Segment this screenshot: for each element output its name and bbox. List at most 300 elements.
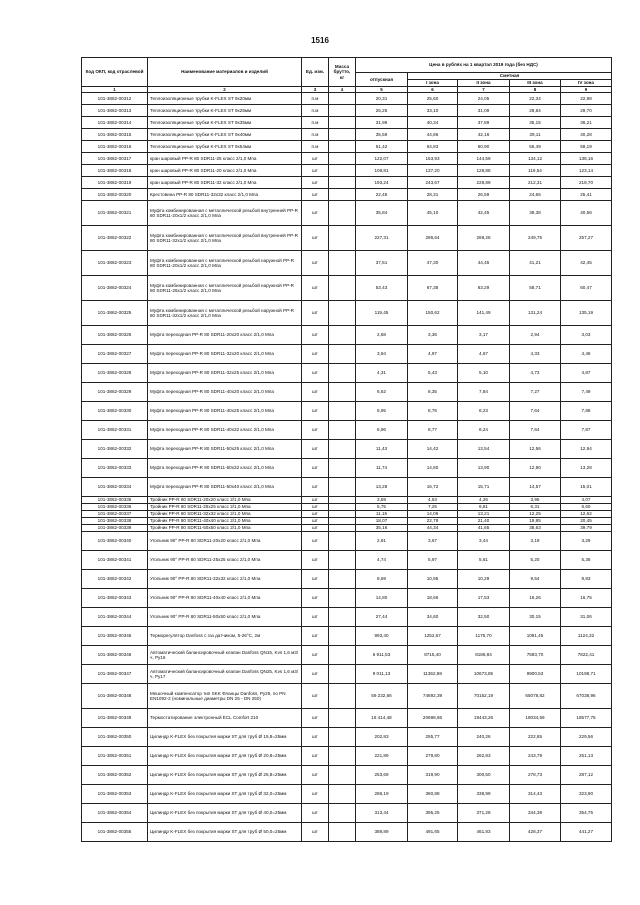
table-row	[82, 589, 612, 608]
table-row	[82, 402, 612, 421]
item-mass	[329, 504, 356, 511]
item-unit: шт	[302, 201, 329, 226]
release-price: 108,81	[356, 165, 408, 177]
zone2-price: 19443,26	[458, 709, 510, 728]
zone1-price: 11362,98	[408, 665, 458, 684]
table-row	[82, 117, 612, 129]
item-code: 101-3862-00322	[82, 226, 148, 251]
release-price: 14,80	[356, 589, 408, 608]
item-unit: шт	[302, 627, 329, 646]
item-mass	[329, 627, 356, 646]
zone3-price: 56,49	[510, 141, 561, 153]
zone4-price: 39,79	[561, 525, 612, 532]
item-unit: шт	[302, 276, 329, 301]
zone4-price: 13,28	[561, 459, 612, 478]
item-code: 101-3862-00316	[82, 141, 148, 153]
item-mass	[329, 766, 356, 785]
release-price: 26,25	[356, 105, 408, 117]
zone1-price: 14,80	[408, 459, 458, 478]
release-price: 13,28	[356, 478, 408, 497]
item-code: 101-3862-00330	[82, 402, 148, 421]
zone3-price: 7,64	[510, 421, 561, 440]
table-row	[82, 608, 612, 627]
item-code: 101-3862-00327	[82, 345, 148, 364]
table-row	[82, 478, 612, 497]
table-row	[82, 804, 612, 823]
zone2-price: 4,26	[458, 497, 510, 504]
zone1-price: 45,10	[408, 201, 458, 226]
zone4-price: 7,86	[561, 402, 612, 421]
column-number: 3	[302, 87, 329, 93]
item-code: 101-3862-00319	[82, 177, 148, 189]
table-row	[82, 511, 612, 518]
item-mass	[329, 326, 356, 345]
zone1-price: 4,53	[408, 497, 458, 504]
zone4-price: 138,16	[561, 153, 612, 165]
zone4-price: 15,01	[561, 478, 612, 497]
item-unit: шт	[302, 511, 329, 518]
zone3-price: 278,73	[510, 766, 561, 785]
zone4-price: 323,90	[561, 785, 612, 804]
item-mass	[329, 129, 356, 141]
item-name: Угольник 90° PP-R 80 SDR11-32x32 класс 2/1,0 Мпа	[148, 570, 302, 589]
release-price: 2,91	[356, 532, 408, 551]
column-number: 9	[561, 87, 612, 93]
table-row	[82, 785, 612, 804]
zone1-price: 8,35	[408, 383, 458, 402]
release-price: 389,89	[356, 823, 408, 842]
release-price: 20,31	[356, 93, 408, 105]
zone4-price: 31,06	[561, 608, 612, 627]
table-row	[82, 141, 612, 153]
zone1-price: 279,80	[408, 747, 458, 766]
item-name: Тройник PP-R 80 SDR11-32x32 класс 2/1,0 Мпа	[148, 511, 302, 518]
item-name: Муфта переходная PP-R 80 SDR11-20x20 класс 2/1,0 Мпа	[148, 326, 302, 345]
zone1-price: 137,20	[408, 165, 458, 177]
item-code: 101-3862-00317	[82, 153, 148, 165]
zone3-price: 41,21	[510, 251, 561, 276]
zone2-price: 141,49	[458, 301, 510, 326]
release-price: 993,40	[356, 627, 408, 646]
item-mass	[329, 165, 356, 177]
release-price: 51,42	[356, 141, 408, 153]
zone1-price: 7,25	[408, 504, 458, 511]
zone2-price: 371,28	[458, 804, 510, 823]
table-row	[82, 459, 612, 478]
item-name: Цилиндр K-FLEX без покрытия марки ST для труб Ø 32,0=25мм	[148, 785, 302, 804]
item-name: Цилиндр K-FLEX без покрытия марки ST для труб Ø 15,8=25мм	[148, 728, 302, 747]
item-mass	[329, 532, 356, 551]
zone2-price: 144,59	[458, 153, 510, 165]
zone2-price: 8,24	[458, 421, 510, 440]
table-row	[82, 497, 612, 504]
table-row	[82, 525, 612, 532]
item-code: 101-3862-00332	[82, 440, 148, 459]
zone4-price: 251,13	[561, 747, 612, 766]
zone4-price: 12,94	[561, 440, 612, 459]
zone4-price: 25,41	[561, 189, 612, 201]
zone4-price: 3,29	[561, 532, 612, 551]
item-mass	[329, 665, 356, 684]
item-code: 101-3862-00354	[82, 804, 148, 823]
item-name: Цилиндр K-FLEX без покрытия марки ST для труб Ø 20,8=25мм	[148, 747, 302, 766]
zone4-price: 42,45	[561, 251, 612, 276]
zone4-price: 58,19	[561, 141, 612, 153]
table-row	[82, 551, 612, 570]
item-unit: шт	[302, 153, 329, 165]
item-unit: шт	[302, 804, 329, 823]
item-name: Муфта переходная PP-R 80 SDR11-40x32 класс 2/1,0 Мпа	[148, 421, 302, 440]
zone1-price: 74692,39	[408, 684, 458, 709]
zone3-price: 3,19	[510, 532, 561, 551]
zone4-price: 9,83	[561, 570, 612, 589]
zone3-price: 3,95	[510, 497, 561, 504]
zone4-price: 7,87	[561, 421, 612, 440]
release-price: 6 911,53	[356, 646, 408, 665]
zone2-price: 60,90	[458, 141, 510, 153]
item-unit: шт	[302, 165, 329, 177]
zone2-price: 42,45	[458, 201, 510, 226]
release-price: 313,44	[356, 804, 408, 823]
zone2-price: 37,89	[458, 117, 510, 129]
zone1-price: 8,76	[408, 402, 458, 421]
item-name: Тройник PP-R 80 SDR11-40x40 класс 2/1,0 Мпа	[148, 518, 302, 525]
item-mass	[329, 276, 356, 301]
table-row	[82, 518, 612, 525]
item-name: Угольник 90° PP-R 80 SDR11-25x25 класс 2/1,0 Мпа	[148, 551, 302, 570]
zone3-price: 2,94	[510, 326, 561, 345]
item-code: 101-3862-00313	[82, 105, 148, 117]
zone2-price: 262,83	[458, 747, 510, 766]
zone3-price: 12,25	[510, 511, 561, 518]
item-name: Муфта переходная PP-R 80 SDR11-50x32 класс 2/1,0 Мпа	[148, 459, 302, 478]
price-table	[81, 57, 612, 842]
zone1-price: 22,78	[408, 518, 458, 525]
zone2-price: 7,84	[458, 383, 510, 402]
release-price: 53,43	[356, 276, 408, 301]
item-code: 101-3862-00320	[82, 189, 148, 201]
unit-header: Ед. изм.	[302, 58, 329, 87]
item-name: Теплоизоляционные трубки K-FLEX ST 9x35мм	[148, 117, 302, 129]
table-row	[82, 276, 612, 301]
table-row	[82, 129, 612, 141]
table-row	[82, 301, 612, 326]
table-row	[82, 440, 612, 459]
release-price: 6,96	[356, 421, 408, 440]
item-name: Теплоизоляционные трубки K-FLEX ST 9x40мм	[148, 129, 302, 141]
item-name: Муфта переходная PP-R 80 SDR11-50x25 класс 2/1,0 Мпа	[148, 440, 302, 459]
table-row	[82, 665, 612, 684]
zone4-price: 7,49	[561, 383, 612, 402]
item-code: 101-3862-00343	[82, 589, 148, 608]
zone3-price: 119,54	[510, 165, 561, 177]
zone4-price: 4,46	[561, 345, 612, 364]
zone3-price: 24,66	[510, 189, 561, 201]
zone1-price: 64,83	[408, 141, 458, 153]
item-unit: шт	[302, 497, 329, 504]
zone3-price: 5,20	[510, 551, 561, 570]
item-unit: шт	[302, 478, 329, 497]
zone1-price: 20698,66	[408, 709, 458, 728]
release-price: 221,89	[356, 747, 408, 766]
item-unit: шт	[302, 364, 329, 383]
zone1-price: 40,34	[408, 117, 458, 129]
item-unit: шт	[302, 326, 329, 345]
table-row	[82, 684, 612, 709]
zone3-price: 39,11	[510, 129, 561, 141]
table-row	[82, 105, 612, 117]
item-code: 101-3862-00323	[82, 251, 148, 276]
release-price-header: отпускная	[356, 73, 408, 87]
table-row	[82, 504, 612, 511]
zone2-price: 10,29	[458, 570, 510, 589]
table-row	[82, 747, 612, 766]
item-unit: шт	[302, 226, 329, 251]
zone1-price: 14,06	[408, 511, 458, 518]
release-price: 37,51	[356, 251, 408, 276]
release-price: 119,45	[356, 301, 408, 326]
table-row	[82, 646, 612, 665]
item-code: 101-3862-00325	[82, 301, 148, 326]
item-code: 101-3862-00318	[82, 165, 148, 177]
zone2-price: 26,59	[458, 189, 510, 201]
item-mass	[329, 646, 356, 665]
item-name: Угольник 90° PP-R 80 SDR11-20x20 класс 2/1,0 Мпа	[148, 532, 302, 551]
zone4-price: 135,19	[561, 301, 612, 326]
item-mass	[329, 301, 356, 326]
item-code: 101-3862-00315	[82, 129, 148, 141]
item-mass	[329, 383, 356, 402]
item-unit: шт	[302, 504, 329, 511]
item-code: 101-3862-00334	[82, 478, 148, 497]
item-name: кран шаровый PP-R 80 SDR11-25 класс 2/1,0 Мпа	[148, 153, 302, 165]
item-code: 101-3862-00353	[82, 785, 148, 804]
release-price: 11,43	[356, 440, 408, 459]
item-name: Муфта переходная PP-R 80 SDR11-40x25 класс 2/1,0 Мпа	[148, 402, 302, 421]
release-price: 11,74	[356, 459, 408, 478]
item-code: 101-3862-00352	[82, 766, 148, 785]
item-mass	[329, 570, 356, 589]
item-name: Мешочный компенсатор тип SKK Фланцы Danfoss, Ру25, по PN EN1092-2 (номинальные диаметры DN 25 - DN 250)	[148, 684, 302, 709]
item-unit: шт	[302, 766, 329, 785]
item-unit: шт	[302, 589, 329, 608]
zone1-price: 34,60	[408, 608, 458, 627]
release-price: 11,15	[356, 511, 408, 518]
item-name: Теплоизоляционные трубки K-FLEX ST 9x20мм	[148, 93, 302, 105]
item-name: Муфта переходная PP-R 80 SDR11-40x20 класс 2/1,0 Мпа	[148, 383, 302, 402]
item-code: 101-3862-00344	[82, 608, 148, 627]
code-header: Код ОКП, код отраслевой	[82, 58, 148, 87]
column-number: 4	[329, 87, 356, 93]
zone4-price: 67038,96	[561, 684, 612, 709]
zone1-price: 150,62	[408, 301, 458, 326]
zone4-price: 3,03	[561, 326, 612, 345]
item-code: 101-3862-00337	[82, 511, 148, 518]
zone3-price: 12,56	[510, 440, 561, 459]
item-name: Муфта комбинированная с металлической резьбой наружной PP-R 80 SDR11-20x1/2 класс 2/1,0 Мпа	[148, 251, 302, 276]
zone1-price: 14,42	[408, 440, 458, 459]
item-code: 101-3862-00314	[82, 117, 148, 129]
item-mass	[329, 511, 356, 518]
zone4-price: 40,28	[561, 129, 612, 141]
item-mass	[329, 804, 356, 823]
zone1-price: 286,64	[408, 226, 458, 251]
item-unit: шт	[302, 823, 329, 842]
item-unit: шт	[302, 189, 329, 201]
table-row	[82, 627, 612, 646]
zone3-price: 58,71	[510, 276, 561, 301]
zone1-price: 8,77	[408, 421, 458, 440]
zone4-price: 441,27	[561, 823, 612, 842]
item-code: 101-3862-00341	[82, 551, 148, 570]
item-unit: шт	[302, 532, 329, 551]
table-row	[82, 177, 612, 189]
zone1-price: 360,88	[408, 785, 458, 804]
zone3-price: 16,26	[510, 589, 561, 608]
zone3-price: 6,31	[510, 504, 561, 511]
item-code: 101-3862-00321	[82, 201, 148, 226]
item-mass	[329, 785, 356, 804]
zone1-price: 5,43	[408, 364, 458, 383]
item-code: 101-3862-00340	[82, 532, 148, 551]
zone2-price: 6,81	[458, 504, 510, 511]
table-row	[82, 165, 612, 177]
release-price: 6,62	[356, 383, 408, 402]
zone3-price: 243,79	[510, 747, 561, 766]
item-mass	[329, 421, 356, 440]
table-row	[82, 189, 612, 201]
item-mass	[329, 402, 356, 421]
zone2-price: 13,21	[458, 511, 510, 518]
zone4-price: 7822,41	[561, 646, 612, 665]
item-unit: п.м	[302, 129, 329, 141]
zone1-price: 33,10	[408, 105, 458, 117]
column-number: 2	[148, 87, 302, 93]
zone1-price: 319,90	[408, 766, 458, 785]
estimate-price-header: Сметная	[408, 73, 612, 80]
zone3-price: 314,43	[510, 785, 561, 804]
zone3-price: 344,38	[510, 804, 561, 823]
item-mass	[329, 93, 356, 105]
zone3-price: 7593,70	[510, 646, 561, 665]
item-unit: шт	[302, 646, 329, 665]
zone3-price: 4,73	[510, 364, 561, 383]
table-row	[82, 823, 612, 842]
item-name: Муфта переходная PP-R 80 SDR11-32x25 класс 2/1,0 Мпа	[148, 364, 302, 383]
zone4-price: 354,75	[561, 804, 612, 823]
table-row	[82, 326, 612, 345]
item-mass	[329, 345, 356, 364]
zone4-price: 29,70	[561, 105, 612, 117]
zone4-price: 257,27	[561, 226, 612, 251]
item-name: Терморегулятор Danfoss с газ датчиком, 5-26°С, 2м	[148, 627, 302, 646]
zone3-price: 35,15	[510, 117, 561, 129]
release-price: 122,07	[356, 153, 408, 165]
item-name: Тройник PP-R 80 SDR11-25x25 класс 2/1,0 Мпа	[148, 504, 302, 511]
zone2-price: 21,40	[458, 518, 510, 525]
zone2-price: 3,17	[458, 326, 510, 345]
item-name: Термостатирование электронный ECL Comfort 210	[148, 709, 302, 728]
zone1-price: 5,97	[408, 551, 458, 570]
item-mass	[329, 105, 356, 117]
zone2-price: 228,89	[458, 177, 510, 189]
zone1-price: 255,77	[408, 728, 458, 747]
item-unit: шт	[302, 608, 329, 627]
item-name: Автоматический балансировочный клапан Danfoss QN15, Kvs 1,6 м3/ч, Ру16	[148, 646, 302, 665]
zone3-price: 39,38	[510, 201, 561, 226]
zone2-price: 338,99	[458, 785, 510, 804]
item-unit: шт	[302, 345, 329, 364]
item-unit: шт	[302, 728, 329, 747]
release-price: 3,59	[356, 497, 408, 504]
table-row	[82, 383, 612, 402]
release-price: 286,19	[356, 785, 408, 804]
release-price: 18,07	[356, 518, 408, 525]
item-mass	[329, 141, 356, 153]
item-unit: шт	[302, 402, 329, 421]
item-unit: шт	[302, 684, 329, 709]
release-price: 4,31	[356, 364, 408, 383]
zone4-price: 36,21	[561, 117, 612, 129]
zone3-price: 249,75	[510, 226, 561, 251]
price-header: Цена в рублях на 1 квартал 2019 года (без НДС)	[356, 58, 612, 73]
mass-header: Масса брутто, кг	[329, 58, 356, 87]
zone4-price: 218,70	[561, 177, 612, 189]
zone1-price: 28,31	[408, 189, 458, 201]
item-mass	[329, 189, 356, 201]
item-name: Тройник PP-R 80 SDR11-20x20 класс 2/1,0 Мпа	[148, 497, 302, 504]
item-mass	[329, 459, 356, 478]
zone2-price: 3,44	[458, 532, 510, 551]
zone2-price: 13,54	[458, 440, 510, 459]
zone1-price: 8715,40	[408, 646, 458, 665]
item-code: 101-3862-00350	[82, 728, 148, 747]
item-code: 101-3862-00346	[82, 646, 148, 665]
column-number: 7	[458, 87, 510, 93]
column-number: 5	[356, 87, 408, 93]
zone2-price: 128,88	[458, 165, 510, 177]
zone2-price: 8186,84	[458, 646, 510, 665]
item-unit: шт	[302, 440, 329, 459]
release-price: 35,16	[356, 525, 408, 532]
release-price: 9 011,13	[356, 665, 408, 684]
item-name: Муфта комбинированная с металлической резьбой внутренней PP-R 80 SDR11-20x1/2 класс 2/1,0 Мпа	[148, 201, 302, 226]
item-unit: шт	[302, 747, 329, 766]
item-unit: п.м	[302, 141, 329, 153]
table-row	[82, 728, 612, 747]
zone1-price: 395,25	[408, 804, 458, 823]
item-code: 101-3862-00333	[82, 459, 148, 478]
zone2-price: 31,09	[458, 105, 510, 117]
item-code: 101-3862-00329	[82, 383, 148, 402]
item-mass	[329, 117, 356, 129]
zone4-price: 123,14	[561, 165, 612, 177]
zone2-price: 44,45	[458, 251, 510, 276]
table-row	[82, 201, 612, 226]
release-price: 2,68	[356, 326, 408, 345]
zone4-price: 20,45	[561, 518, 612, 525]
item-name: Тройник PP-R 80 SDR11-50x50 класс 2/1,0 Мпа	[148, 525, 302, 532]
release-price: 253,69	[356, 766, 408, 785]
item-unit: шт	[302, 570, 329, 589]
zone2-price: 42,16	[458, 129, 510, 141]
release-price: 16 414,48	[356, 709, 408, 728]
release-price: 202,83	[356, 728, 408, 747]
table-row	[82, 153, 612, 165]
zone2-price: 13,90	[458, 459, 510, 478]
item-name: Теплоизоляционные трубки K-FLEX ST 9x25мм	[148, 105, 302, 117]
zone3-price: 9,54	[510, 570, 561, 589]
